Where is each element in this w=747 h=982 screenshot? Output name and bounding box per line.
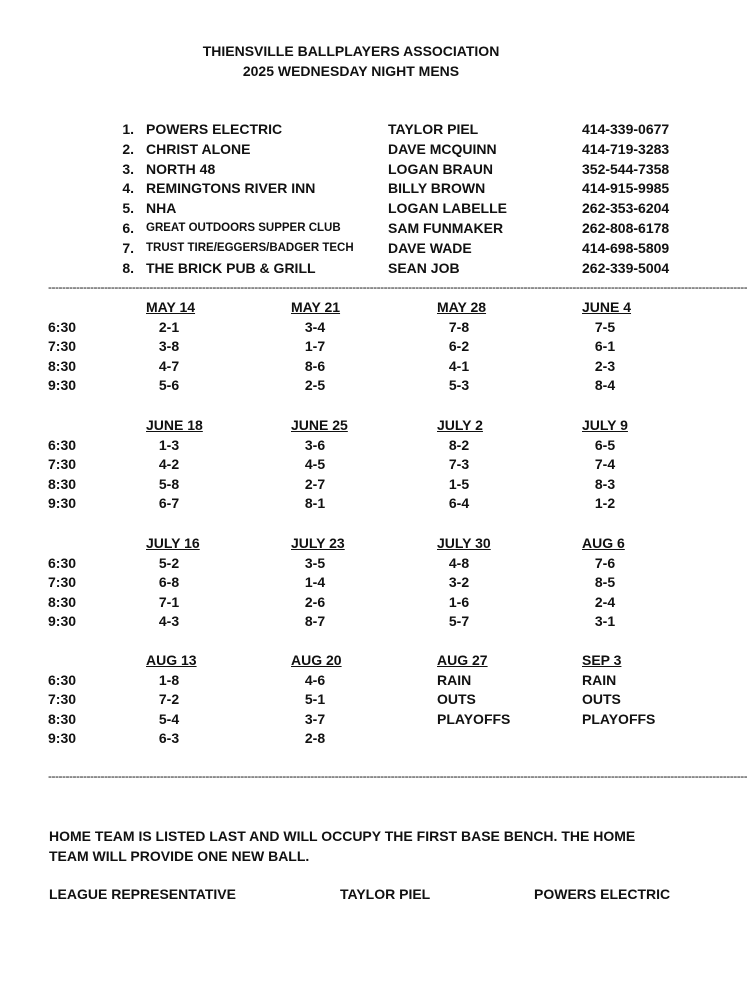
schedule-note: RAIN [582,672,617,688]
week-date-header: JULY 30 [437,535,491,551]
week-date-header: JULY 2 [437,417,483,433]
game-matchup: 1-3 [158,437,180,453]
team-number: 1. [122,121,134,137]
week-date-header: JUNE 25 [291,417,348,433]
week-date-header: JULY 9 [582,417,628,433]
game-matchup: 8-2 [448,437,470,453]
league-rep-team: POWERS ELECTRIC [534,886,671,902]
header-subtitle: 2025 WEDNESDAY NIGHT MENS [242,63,460,79]
game-time: 8:30 [48,358,77,374]
team-name: POWERS ELECTRIC [146,121,283,137]
schedule-note: PLAYOFFS [582,711,656,727]
game-matchup: 8-6 [304,358,326,374]
week-date-header: MAY 14 [146,299,196,315]
team-number: 6. [122,220,134,236]
game-matchup: 2-8 [304,730,326,746]
game-time: 7:30 [48,574,77,590]
game-matchup: 3-8 [158,338,180,354]
game-matchup: 7-2 [158,691,180,707]
team-name: CHRIST ALONE [146,141,251,157]
team-manager: LOGAN LABELLE [388,200,507,216]
game-matchup: 7-8 [448,319,470,335]
game-matchup: 4-5 [304,456,326,472]
game-time: 8:30 [48,711,77,727]
team-phone: 414-719-3283 [582,141,670,157]
game-matchup: 5-2 [158,555,180,571]
game-matchup: 8-1 [304,495,326,511]
team-name: TRUST TIRE/EGGERS/BADGER TECH [146,242,354,254]
week-date-header: AUG 27 [437,652,488,668]
game-time: 7:30 [48,456,77,472]
game-matchup: 3-6 [304,437,326,453]
game-matchup: 1-7 [304,338,326,354]
game-matchup: 2-7 [304,476,326,492]
game-matchup: 6-5 [594,437,616,453]
game-time: 7:30 [48,338,77,354]
home-team-note-line1: HOME TEAM IS LISTED LAST AND WILL OCCUPY THE FIRST BASE BENCH. THE HOME [49,828,636,844]
week-date-header: JULY 16 [146,535,200,551]
week-date-header: MAY 28 [437,299,487,315]
game-matchup: 3-7 [304,711,326,727]
game-matchup: 1-5 [448,476,470,492]
game-matchup: 8-3 [594,476,616,492]
game-time: 7:30 [48,691,77,707]
game-matchup: 5-1 [304,691,326,707]
game-time: 8:30 [48,476,77,492]
divider-bottom: -------------------------------------------------------------------------------------------------------------------------------------------------------------------------------------------------------- [48,769,747,783]
game-matchup: 6-8 [158,574,180,590]
team-manager: BILLY BROWN [388,180,486,196]
game-time: 9:30 [48,377,77,393]
team-manager: LOGAN BRAUN [388,161,493,177]
week-date-header: JUNE 4 [582,299,632,315]
game-matchup: 5-4 [158,711,180,727]
game-time: 9:30 [48,613,77,629]
schedule-note: OUTS [582,691,621,707]
team-phone: 414-915-9985 [582,180,670,196]
game-matchup: 1-6 [448,594,470,610]
week-date-header: AUG 13 [146,652,197,668]
game-matchup: 4-6 [304,672,326,688]
game-matchup: 4-7 [158,358,180,374]
game-matchup: 4-8 [448,555,470,571]
home-team-note-line2: TEAM WILL PROVIDE ONE NEW BALL. [49,848,310,864]
schedule-note: PLAYOFFS [437,711,511,727]
game-matchup: 1-4 [304,574,326,590]
team-phone: 414-339-0677 [582,121,670,137]
team-name: REMINGTONS RIVER INN [146,180,316,196]
game-matchup: 5-6 [158,377,180,393]
game-matchup: 2-3 [594,358,616,374]
divider-top: -------------------------------------------------------------------------------------------------------------------------------------------------------------------------------------------------------- [48,280,747,294]
team-name: NHA [146,200,177,216]
game-time: 8:30 [48,594,77,610]
game-matchup: 6-4 [448,495,470,511]
game-time: 9:30 [48,495,77,511]
game-matchup: 8-5 [594,574,616,590]
game-matchup: 6-3 [158,730,180,746]
week-date-header: AUG 20 [291,652,342,668]
team-manager: SAM FUNMAKER [388,220,504,236]
game-matchup: 5-8 [158,476,180,492]
team-phone: 262-339-5004 [582,260,670,276]
game-matchup: 6-1 [594,338,616,354]
week-date-header: JUNE 18 [146,417,203,433]
week-date-header: JULY 23 [291,535,345,551]
team-phone: 414-698-5809 [582,240,670,256]
team-manager: SEAN JOB [388,260,460,276]
game-matchup: 5-3 [448,377,470,393]
game-matchup: 4-2 [158,456,180,472]
game-matchup: 1-8 [158,672,180,688]
team-manager: DAVE MCQUINN [388,141,497,157]
week-date-header: AUG 6 [582,535,625,551]
game-time: 9:30 [48,730,77,746]
team-name: GREAT OUTDOORS SUPPER CLUB [146,222,341,234]
game-time: 6:30 [48,555,77,571]
team-number: 8. [122,260,134,276]
game-matchup: 5-7 [448,613,470,629]
team-phone: 352-544-7358 [582,161,670,177]
game-matchup: 7-4 [594,456,616,472]
game-matchup: 6-7 [158,495,180,511]
team-name: NORTH 48 [146,161,216,177]
game-matchup: 1-2 [594,495,616,511]
week-date-header: MAY 21 [291,299,341,315]
game-matchup: 3-4 [304,319,326,335]
game-matchup: 4-3 [158,613,180,629]
game-matchup: 7-5 [594,319,616,335]
team-manager: DAVE WADE [388,240,472,256]
game-matchup: 4-1 [448,358,470,374]
league-rep-name: TAYLOR PIEL [340,886,431,902]
game-matchup: 3-1 [594,613,616,629]
team-number: 2. [122,141,134,157]
team-number: 3. [122,161,134,177]
game-matchup: 7-6 [594,555,616,571]
game-matchup: 8-7 [304,613,326,629]
team-number: 4. [122,180,134,196]
game-matchup: 2-5 [304,377,326,393]
game-matchup: 7-1 [158,594,180,610]
game-matchup: 8-4 [594,377,616,393]
team-name: THE BRICK PUB & GRILL [146,260,316,276]
game-time: 6:30 [48,319,77,335]
team-number: 5. [122,200,134,216]
game-time: 6:30 [48,672,77,688]
game-matchup: 2-6 [304,594,326,610]
team-manager: TAYLOR PIEL [388,121,479,137]
game-matchup: 3-2 [448,574,470,590]
team-number: 7. [122,240,134,256]
header-title: THIENSVILLE BALLPLAYERS ASSOCIATION [202,43,500,59]
team-phone: 262-808-6178 [582,220,670,236]
game-matchup: 7-3 [448,456,470,472]
game-matchup: 3-5 [304,555,326,571]
team-phone: 262-353-6204 [582,200,670,216]
game-time: 6:30 [48,437,77,453]
league-rep-label: LEAGUE REPRESENTATIVE [49,886,236,902]
game-matchup: 2-4 [594,594,616,610]
week-date-header: SEP 3 [582,652,622,668]
game-matchup: 2-1 [158,319,180,335]
game-matchup: 6-2 [448,338,470,354]
schedule-note: RAIN [437,672,472,688]
schedule-note: OUTS [437,691,476,707]
